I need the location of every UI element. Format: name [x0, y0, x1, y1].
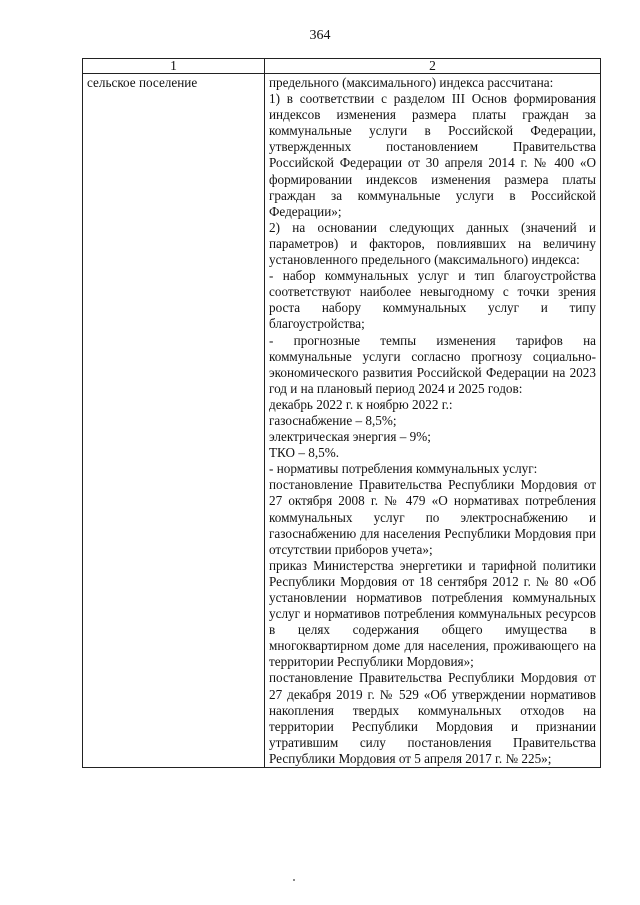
column-header-1: 1 — [83, 59, 265, 74]
description-paragraph: 1) в соответствии с разделом III Основ формирования индексов изменения размера платы граждан за коммунальные услуги в Российской Федерации, утвержденных постановлением Правительства Российской Федерации от 30 апреля 2014 г. № 400 «О формировании индексов изменения размера платы граждан за коммунальные услуги в Российской Федерации»; — [269, 91, 596, 219]
description-paragraph: - набор коммунальных услуг и тип благоустройства соответствуют наиболее невыгодному с точки зрения роста набору коммунальных услуг и типу благоустройства; — [269, 268, 596, 332]
page-number: 364 — [309, 28, 331, 43]
description-paragraph: электрическая энергия – 9%; — [269, 429, 431, 445]
description-cell — [265, 74, 601, 768]
table-row — [83, 74, 601, 768]
settlement-type-cell: сельское поселение — [83, 74, 265, 768]
scan-artifact-dot — [293, 879, 295, 881]
description-paragraph: газоснабжение – 8,5%; — [269, 412, 397, 428]
description-paragraph: постановление Правительства Республики Мордовия от 27 декабря 2019 г. № 529 «Об утверждении нормативов накопления твердых коммунальных отходов на территории Республики Мордовия и признании утратившим силу постановления Правительства Республики Мордовия от 5 апреля 2017 г. № 225»; — [269, 670, 596, 766]
document-table — [82, 58, 601, 768]
description-paragraph: приказ Министерства энергетики и тарифной политики Республики Мордовия от 18 сентября 2012 г. № 80 «Об установлении нормативов потребления коммунальных услуг и нормативов потребления коммунальных ресурсов в целях содержания общего имущества в многоквартирном доме для населения, проживающего на территории Республики Мордовия»; — [269, 557, 596, 670]
column-header-2: 2 — [265, 59, 601, 74]
description-paragraph: - нормативы потребления коммунальных услуг: — [269, 461, 538, 477]
description-paragraph: декабрь 2022 г. к ноябрю 2022 г.: — [269, 396, 453, 412]
description-paragraph: - прогнозные темпы изменения тарифов на коммунальные услуги согласно прогнозу социально-экономического развития Российской Федерации на 2023 год и на плановый период 2024 и 2025 годов: — [269, 332, 596, 396]
table-header-row — [83, 59, 601, 74]
description-paragraph: предельного (максимального) индекса рассчитана: — [269, 75, 554, 90]
description-paragraph: 2) на основании следующих данных (значений и параметров) и факторов, повлиявших на величину установленного предельного (максимального) индекса: — [269, 219, 596, 268]
description-paragraph: ТКО – 8,5%. — [269, 445, 340, 461]
description-paragraph: постановление Правительства Республики Мордовия от 27 октября 2008 г. № 479 «О нормативах потребления коммунальных услуг по электроснабжению и газоснабжению для населения Республики Мордовия при отсутствии приборов учета»; — [269, 477, 596, 557]
